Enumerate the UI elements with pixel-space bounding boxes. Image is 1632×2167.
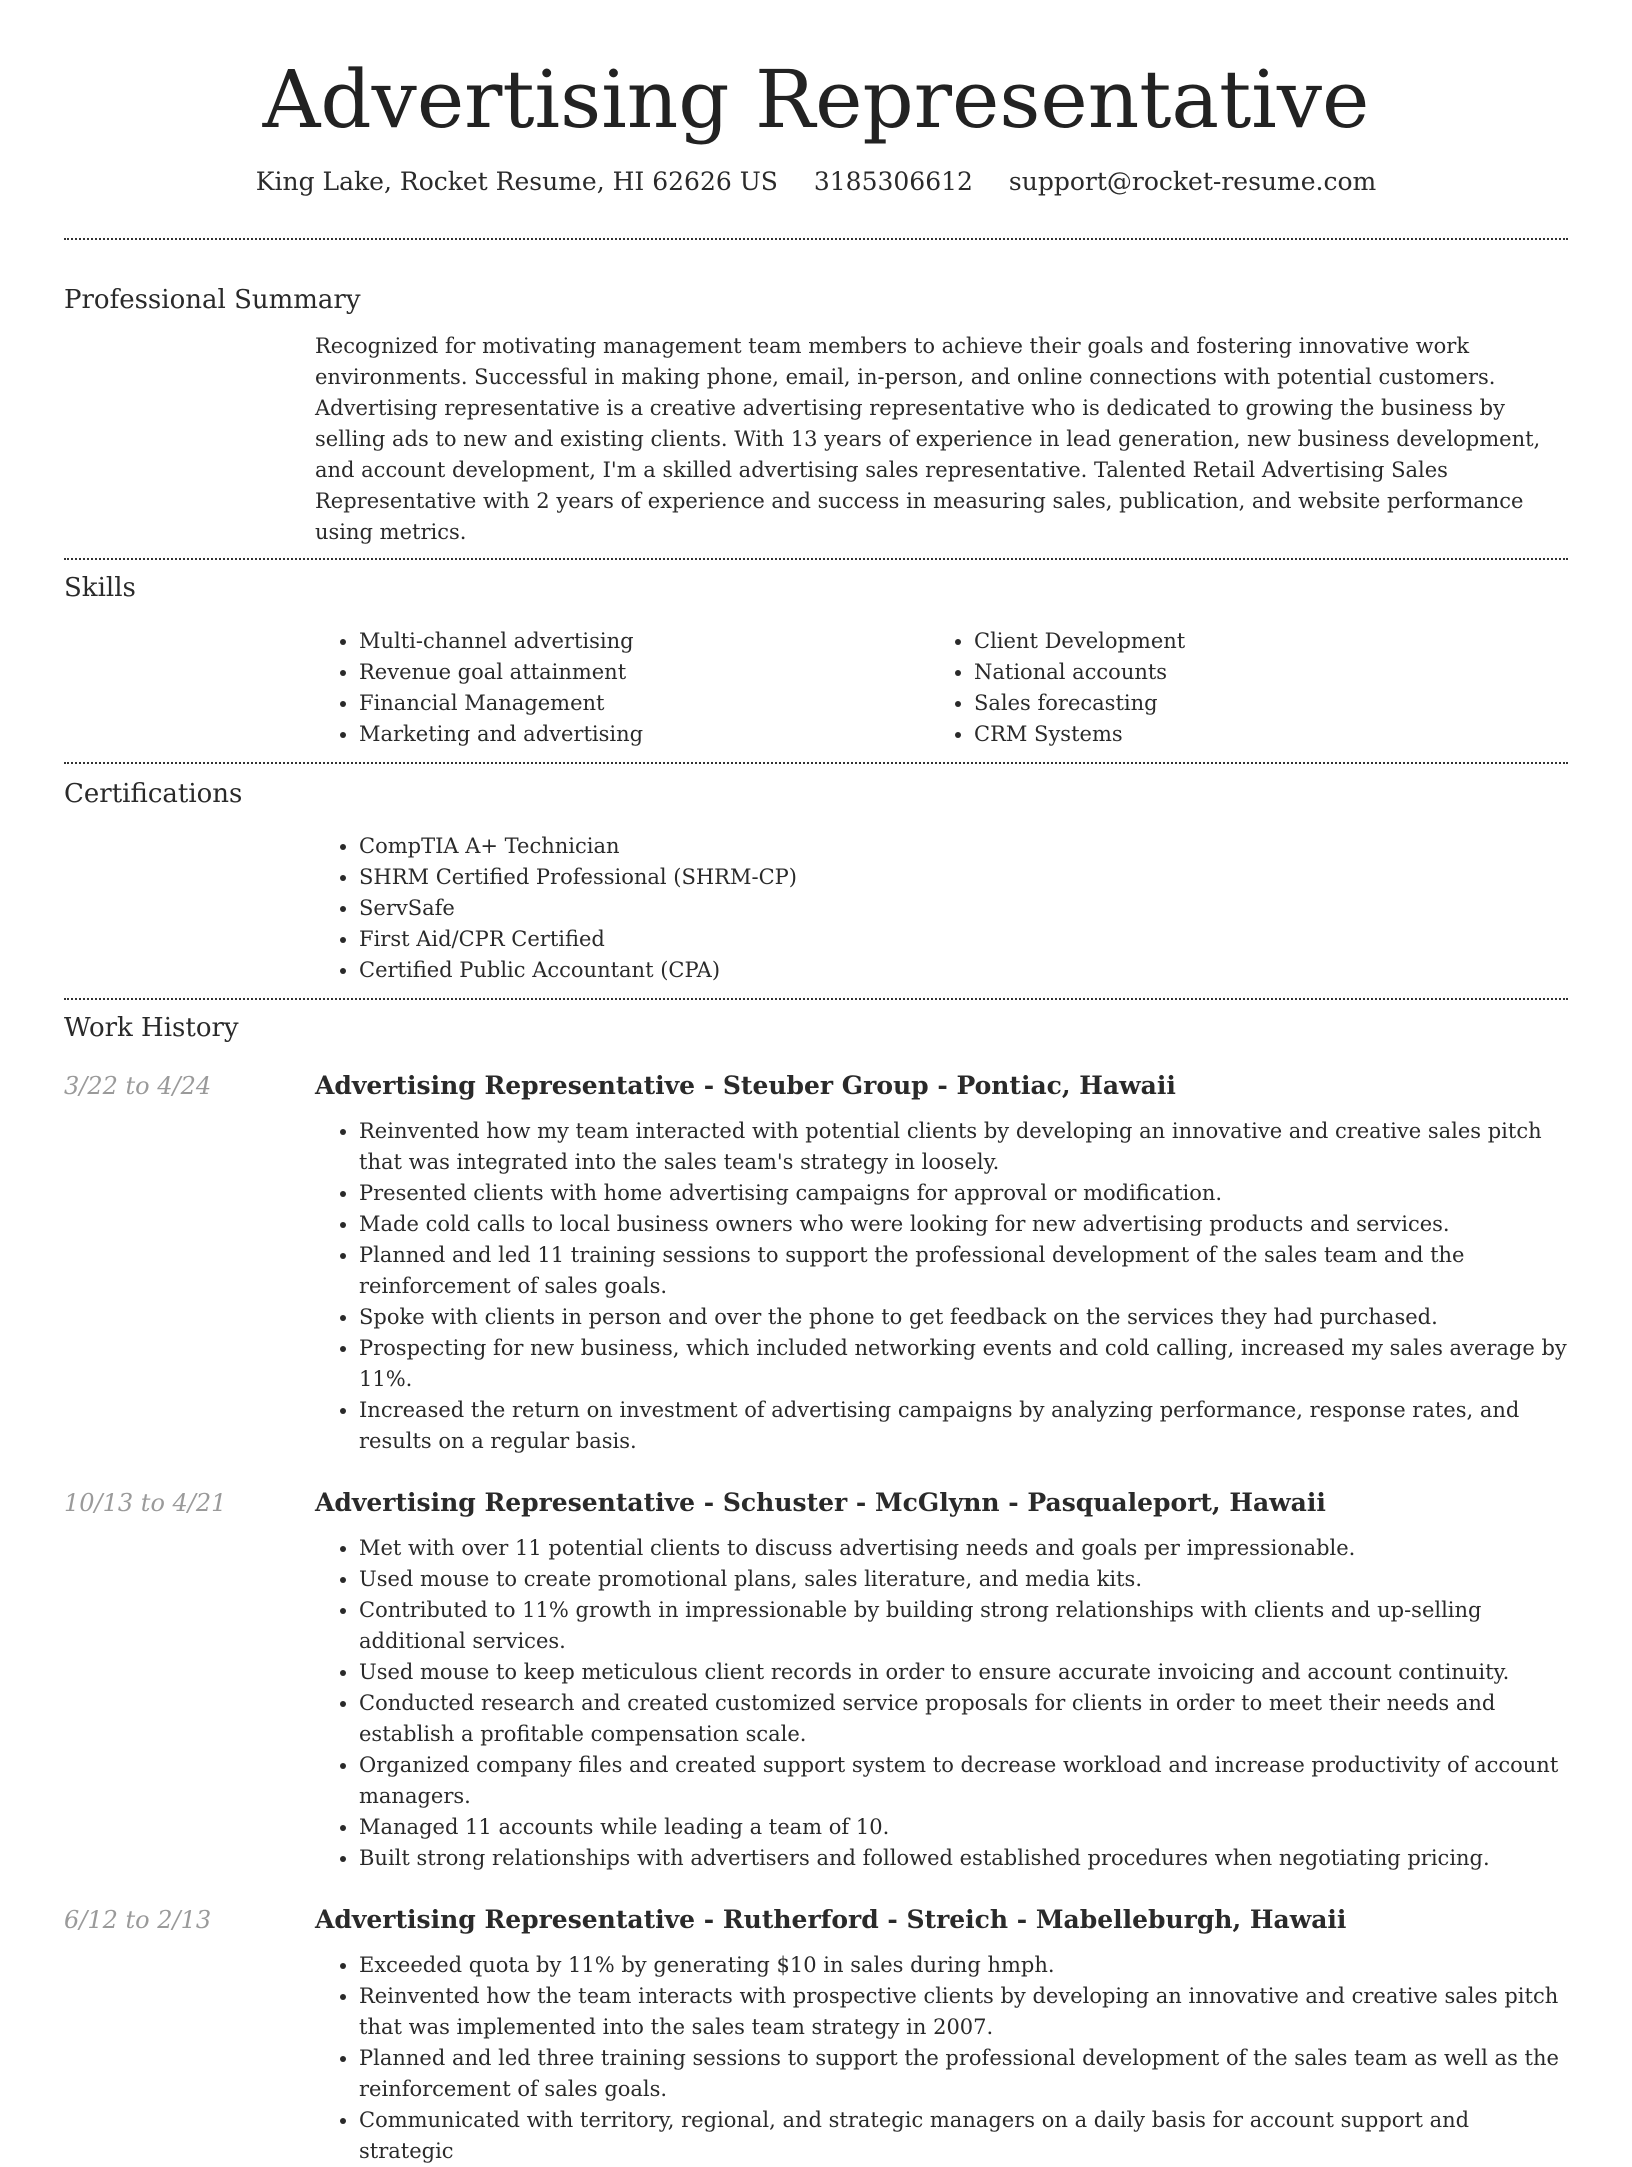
skill-item: • Revenue goal attainment (359, 657, 930, 688)
job-bullet: • Used mouse to keep meticulous client records in order to ensure accurate invoicing and account continuity. (359, 1657, 1568, 1688)
job-bullet: • Met with over 11 potential clients to discuss advertising needs and goals per impressionable. (359, 1533, 1568, 1564)
job-bullet: • Managed 11 accounts while leading a team of 10. (359, 1812, 1568, 1843)
divider (64, 998, 1568, 1000)
skills-list (315, 626, 1568, 750)
summary-section (64, 282, 1568, 548)
job-bullet: • Used mouse to create promotional plans, sales literature, and media kits. (359, 1564, 1568, 1595)
contact-address: King Lake, Rocket Resume, HI 62626 US (255, 167, 778, 196)
job-bullet: • Exceeded quota by 11% by generating $10 in sales during hmph. (359, 1950, 1568, 1981)
skills-column-left (315, 626, 930, 750)
job-bullets (315, 1950, 1568, 2167)
certifications-section (64, 776, 1568, 986)
certifications-list (315, 831, 1568, 986)
job-bullets (315, 1533, 1568, 1874)
skills-column-right (930, 626, 1545, 750)
summary-text: Recognized for motivating management team members to achieve their goals and fostering innovative work environments. Successful in making phone, email, in-person, and online connections with potential customers. Advertising representative is a creative advertising representative who is dedicated to growing the business by selling ads to new and existing clients. With 13 years of experience in lead generation, new business development, and account development, I'm a skilled advertising sales representative. Talented Retail Advertising Sales Representative with 2 years of experience and success in measuring sales, publication, and website performance using metrics. (315, 334, 1541, 544)
job-bullet: • Increased the return on investment of advertising campaigns by analyzing performance, response rates, and results on a regular basis. (359, 1395, 1568, 1457)
job-bullet: • Reinvented how the team interacts with prospective clients by developing an innovative and creative sales pitch that was implemented into the sales team strategy in 2007. (359, 1981, 1568, 2043)
skill-item: • CRM Systems (974, 719, 1545, 750)
candidate-name: Advertising Representative (262, 53, 1370, 146)
section-title-work-history: Work History (64, 1013, 239, 1043)
divider (64, 762, 1568, 764)
job-bullet: • Organized company files and created support system to decrease workload and increase productivity of account managers. (359, 1750, 1568, 1812)
job-bullets (315, 1116, 1568, 1457)
certification-item: • CompTIA A+ Technician (359, 831, 1568, 862)
job-dates: 6/12 to 2/13 (64, 1906, 212, 1934)
job-bullet: • Spoke with clients in person and over the phone to get feedback on the services they had purchased. (359, 1302, 1568, 1333)
summary-content (315, 331, 1568, 548)
skill-item: • National accounts (974, 657, 1545, 688)
skill-item: • Financial Management (359, 688, 930, 719)
job-body (315, 1068, 1568, 1457)
certification-item: • ServSafe (359, 893, 1568, 924)
certification-item: • Certified Public Accountant (CPA) (359, 955, 1568, 986)
job-title: Advertising Representative - Steuber Group - Pontiac, Hawaii (315, 1071, 1176, 1100)
certification-item: • SHRM Certified Professional (SHRM-CP) (359, 862, 1568, 893)
job-entry (64, 1902, 1568, 2167)
skill-item: • Marketing and advertising (359, 719, 930, 750)
job-bullet: • Made cold calls to local business owners who were looking for new advertising products and services. (359, 1209, 1568, 1240)
job-bullet: • Reinvented how my team interacted with potential clients by developing an innovative and creative sales pitch that was integrated into the sales team's strategy in loosely. (359, 1116, 1568, 1178)
job-bullet: • Contributed to 11% growth in impressionable by building strong relationships with clients and up-selling additional services. (359, 1595, 1568, 1657)
job-bullet: • Planned and led three training sessions to support the professional development of the sales team as well as the reinforcement of sales goals. (359, 2043, 1568, 2105)
divider (64, 558, 1568, 560)
contact-email: support@rocket-resume.com (1008, 167, 1377, 196)
job-entry (64, 1068, 1568, 1457)
section-title-summary: Professional Summary (64, 285, 361, 315)
certification-item: • First Aid/CPR Certified (359, 924, 1568, 955)
job-bullet: • Prospecting for new business, which included networking events and cold calling, increased my sales average by 11%. (359, 1333, 1568, 1395)
divider (64, 238, 1568, 240)
job-title: Advertising Representative - Rutherford - Streich - Mabelleburgh, Hawaii (315, 1905, 1347, 1934)
skill-item: • Multi-channel advertising (359, 626, 930, 657)
job-bullet: • Built strong relationships with advertisers and followed established procedures when negotiating pricing. (359, 1843, 1568, 1874)
job-title: Advertising Representative - Schuster - McGlynn - Pasqualeport, Hawaii (315, 1488, 1326, 1517)
section-title-skills: Skills (64, 573, 136, 603)
job-bullet: • Presented clients with home advertising campaigns for approval or modification. (359, 1178, 1568, 1209)
job-bullet: • Communicated with territory, regional, and strategic managers on a daily basis for account support and strategic (359, 2105, 1568, 2167)
job-dates: 10/13 to 4/21 (64, 1489, 227, 1517)
job-body (315, 1485, 1568, 1874)
job-entry (64, 1485, 1568, 1874)
job-dates: 3/22 to 4/24 (64, 1072, 212, 1100)
resume-page (64, 0, 1568, 2167)
skill-item: • Client Development (974, 626, 1545, 657)
job-body (315, 1902, 1568, 2167)
contact-line (64, 164, 1568, 200)
skill-item: • Sales forecasting (974, 688, 1545, 719)
job-bullet: • Planned and led 11 training sessions to support the professional development of the sales team and the reinforcement of sales goals. (359, 1240, 1568, 1302)
section-title-certifications: Certifications (64, 779, 243, 809)
skills-section (64, 570, 1568, 750)
work-history-section (64, 1010, 1568, 2167)
contact-phone: 3185306612 (813, 167, 973, 196)
job-bullet: • Conducted research and created customized service proposals for clients in order to meet their needs and establish a profitable compensation scale. (359, 1688, 1568, 1750)
